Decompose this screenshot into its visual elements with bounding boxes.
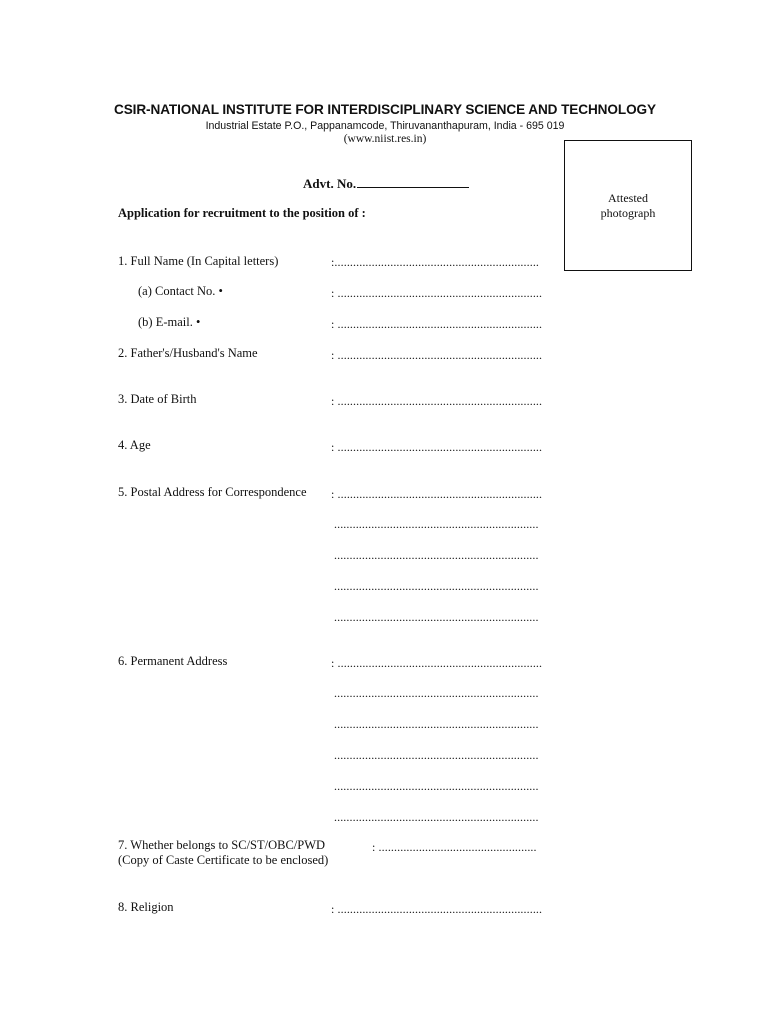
postal-address-line[interactable]: ..................................................................: [334, 610, 539, 624]
age-label: 4. Age: [118, 438, 151, 452]
permanent-address-line[interactable]: ..................................................................: [334, 810, 539, 824]
advt-number-field[interactable]: [357, 175, 469, 188]
postal-address-label: 5. Postal Address for Correspondence: [118, 485, 307, 499]
institute-website: (www.niist.res.in): [343, 133, 427, 145]
permanent-address-line[interactable]: ..................................................................: [334, 686, 539, 700]
photograph-caption-line1: Attested: [608, 191, 648, 205]
religion-label: 8. Religion: [118, 900, 174, 914]
advt-label: Advt. No.: [303, 176, 357, 191]
full-name-label: 1. Full Name (In Capital letters): [118, 254, 279, 268]
photograph-box-caption: [565, 191, 691, 221]
postal-address-line[interactable]: ..................................................................: [334, 517, 539, 531]
postal-address-field[interactable]: : ..................................................................: [331, 487, 543, 501]
photograph-box[interactable]: [564, 140, 692, 271]
permanent-address-line[interactable]: ..................................................................: [334, 748, 539, 762]
contact-field[interactable]: : ..................................................................: [331, 286, 543, 300]
category-field[interactable]: : ...................................................: [372, 840, 537, 854]
permanent-address-label: 6. Permanent Address: [118, 654, 228, 668]
age-field[interactable]: : ..................................................................: [331, 440, 543, 454]
full-name-field[interactable]: :..................................................................: [331, 255, 540, 269]
father-name-label: 2. Father's/Husband's Name: [118, 346, 258, 360]
dob-field[interactable]: : ..................................................................: [331, 394, 543, 408]
category-label: 7. Whether belongs to SC/ST/OBC/PWD: [118, 838, 326, 852]
email-label: (b) E-mail. •: [138, 315, 201, 329]
permanent-address-line[interactable]: ..................................................................: [334, 717, 539, 731]
application-heading: Application for recruitment to the position of :: [118, 206, 366, 220]
religion-field[interactable]: : ..................................................................: [331, 902, 543, 916]
father-name-field[interactable]: : ..................................................................: [331, 348, 543, 362]
institute-title: CSIR-NATIONAL INSTITUTE FOR INTERDISCIPLINARY SCIENCE AND TECHNOLOGY: [113, 102, 656, 117]
postal-address-line[interactable]: ..................................................................: [334, 548, 539, 562]
category-sublabel: (Copy of Caste Certificate to be enclosed): [118, 853, 329, 867]
permanent-address-line[interactable]: ..................................................................: [334, 779, 539, 793]
email-field[interactable]: : ..................................................................: [331, 317, 543, 331]
permanent-address-field[interactable]: : ..................................................................: [331, 656, 543, 670]
contact-label: (a) Contact No. •: [138, 284, 223, 298]
institute-address: Industrial Estate P.O., Pappanamcode, Thiruvananthapuram, India - 695 019: [205, 120, 565, 132]
postal-address-line[interactable]: ..................................................................: [334, 579, 539, 593]
advt-number: [303, 175, 469, 192]
dob-label: 3. Date of Birth: [118, 392, 197, 406]
photograph-caption-line2: photograph: [600, 206, 656, 220]
